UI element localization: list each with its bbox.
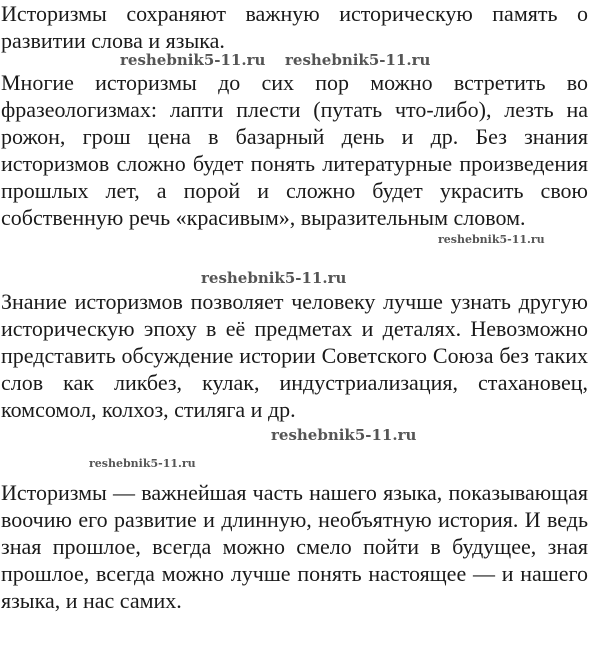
watermark: reshebnik5-11.ru [271,426,417,444]
paragraph-4: Историзмы — важнейшая часть нашего языка, показывающая воочию его развитие и длинную, необъятную история. И ведь зная прошлое, всегда можно смело пойти в будущее, зная прошлое, всегда можно лучше понять настоящее — и нашего языка, и нас самих. [1,480,588,613]
watermark: reshebnik5-11.ru [438,233,545,246]
watermark: reshebnik5-11.ru [285,51,431,69]
paragraph-1: Историзмы сохраняют важную историческую память о развитии слова и языка. [1,1,588,53]
watermark: reshebnik5-11.ru [89,457,196,470]
watermark: reshebnik5-11.ru [201,269,347,287]
watermark: reshebnik5-11.ru [120,51,266,69]
paragraph-2: Многие историзмы до сих пор можно встретить во фразеологизмах: лапти плести (путать что-либо), лезть на рожон, грош цена в базарный день и др. Без знания историзмов сложно будет понять литературные произведения прошлых лет, а порой и сложно будет украсить свою собственную речь «красивым», выразительным словом. [1,70,588,230]
paragraph-3: Знание историзмов позволяет человеку лучше узнать другую историческую эпоху в её предметах и деталях. Невозможно представить обсуждение истории Советского Союза без таких слов как ликбез, кулак, индустриализация, стахановец, комсомол, колхоз, стиляга и др. [1,289,588,422]
